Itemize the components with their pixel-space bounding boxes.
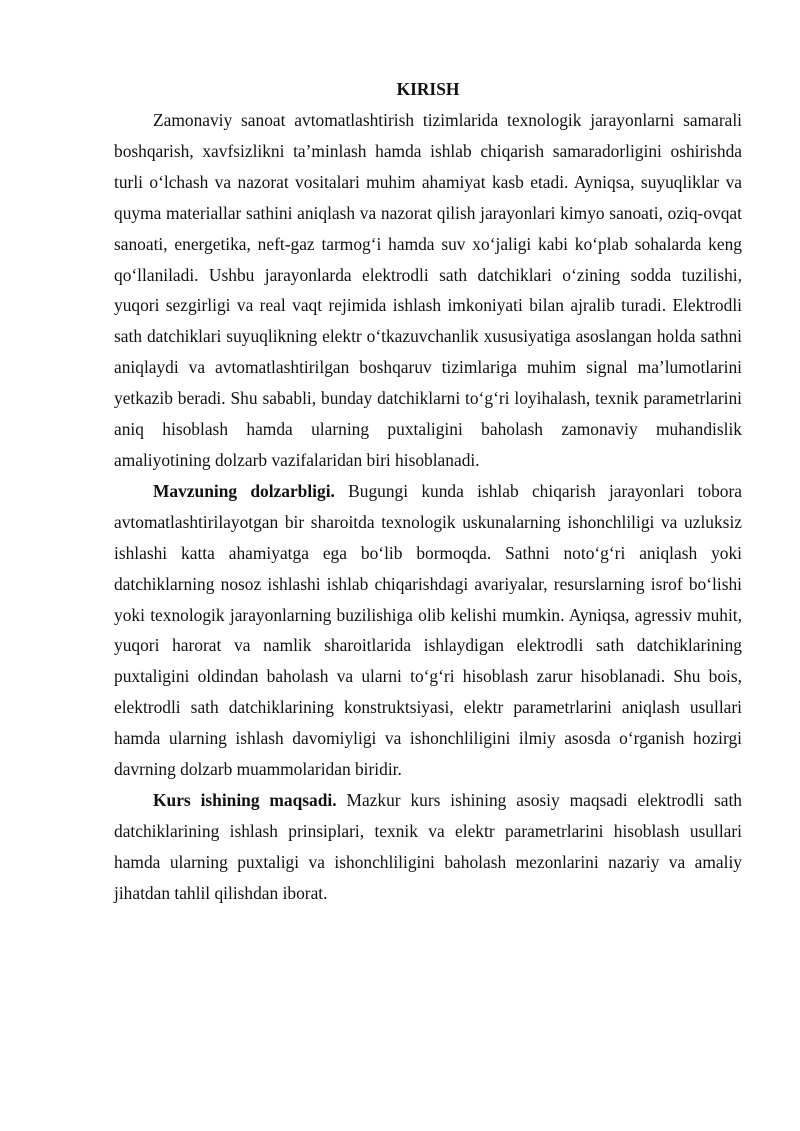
paragraph-body: Zamonaviy sanoat avtomatlashtirish tizimlarida texnologik jarayonlarni samarali boshqarish, xavfsizlikni ta’minlash hamda ishlab chiqarish samaradorligini oshirishda turli o‘lchash va nazorat vositalari muhim ahamiyat kasb etadi. Ayniqsa, suyuqliklar va quyma materiallar sathini aniqlash va nazorat qilish jarayonlari kimyo sanoati, oziq-ovqat sanoati, energetika, neft-gaz tarmog‘i hamda suv xo‘jaligi kabi ko‘plab sohalarda keng qo‘llaniladi. Ushbu jarayonlarda elektrodli sath datchiklari o‘zining sodda tuzilishi, yuqori sezgirligi va real vaqt rejimida ishlash imkoniyati bilan ajralib turadi. Elektrodli sath datchiklari suyuqlikning elektr o‘tkazuvchanlik xususiyatiga asoslangan holda sathni aniqlaydi va avtomatlashtirilgan boshqaruv tizimlariga muhim signal ma’lumotlarini yetkazib beradi. Shu sababli, bunday datchiklarni to‘g‘ri loyihalash, texnik parametrlarini aniq hisoblash hamda ularning puxtaligini baholash zamonaviy muhandislik amaliyotining dolzarb vazifalaridan biri hisoblanadi. xyxy=(114,110,742,470)
paragraph-heading-relevance: Mavzuning dolzarbligi. xyxy=(153,480,335,501)
page-title: KIRISH xyxy=(396,79,460,99)
paragraph-introduction xyxy=(114,105,742,476)
paragraph-relevance xyxy=(114,476,742,785)
paragraph-body: Bugungi kunda ishlab chiqarish jarayonlari tobora avtomatlashtirilayotgan bir sharoitda texnologik uskunalarning ishonchliligi va uzluksiz ishlashi katta ahamiyatga ega bo‘lib bormoqda. Sathni noto‘g‘ri aniqlash yoki datchiklarning nosoz ishlashi ishlab chiqarishdagi avariyalar, resurslarning isrof bo‘lishi yoki texnologik jarayonlarning buzilishiga olib kelishi mumkin. Ayniqsa, agressiv muhit, yuqori harorat va namlik sharoitlarida ishlaydigan elektrodli sath datchiklarining puxtaligini oldindan baholash va ularni to‘g‘ri hisoblash zarur hisoblanadi. Shu bois, elektrodli sath datchiklarining konstruktsiyasi, elektr parametrlarini aniqlash usullari hamda ularning ishlash davomiyligi va ishonchliligini ilmiy asosda o‘rganish hozirgi davrning dolzarb muammolaridan biridir. xyxy=(114,480,742,780)
paragraph-goal xyxy=(114,785,742,909)
paragraph-heading-goal: Kurs ishining maqsadi. xyxy=(153,789,337,810)
paragraph-body: Mazkur kurs ishining asosiy maqsadi elektrodli sath datchiklarining ishlash prinsiplari, texnik va elektr parametrlarini hisoblash usullari hamda ularning puxtaligi va ishonchliligini baholash mezonlarini nazariy va amaliy jihatdan tahlil qilishdan iborat. xyxy=(114,789,742,903)
document-page xyxy=(114,74,742,909)
